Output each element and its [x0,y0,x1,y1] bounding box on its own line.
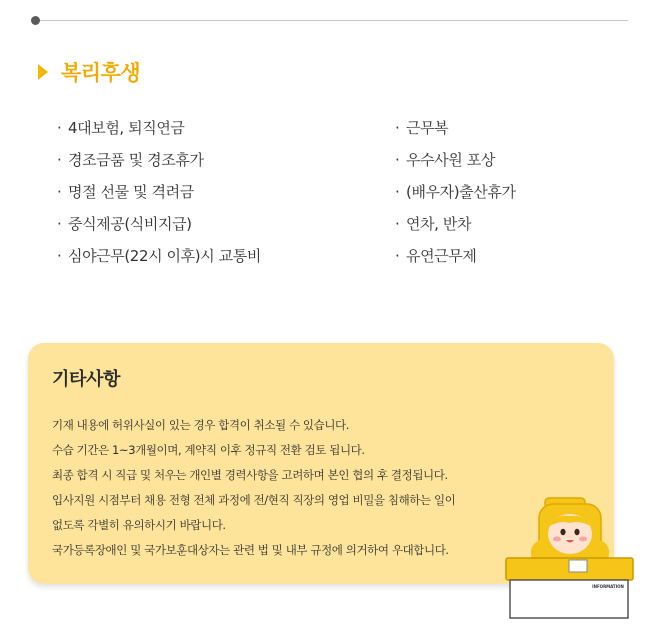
triangle-arrow-icon [38,64,48,80]
notice-line: 없도록 각별히 유의하시기 바랍니다. [52,518,226,532]
notice-line: 입사지원 시점부터 채용 전형 전체 과정에 전/현직 직장의 영업 비밀을 침해하는 일이 [52,493,456,507]
notice-line: 기재 내용에 허위사실이 있는 경우 합격이 취소될 수 있습니다. [52,418,350,432]
notice-line: 최종 합격 시 직급 및 처우는 개인별 경력사항을 고려하며 본인 협의 후 결정됩니다. [52,468,448,482]
notice-line: 국가등록장애인 및 국가보훈대상자는 관련 법 및 내부 규정에 의거하여 우대합니다. [52,543,449,557]
list-item: · 중식제공(식비지급) [57,215,192,233]
list-item: · 연차, 반차 [395,215,472,233]
list-item: · 경조금품 및 경조휴가 [57,151,204,169]
benefits-heading [38,57,140,87]
notice-line: 수습 기간은 1~3개월이며, 계약직 이후 정규직 전환 검토 됩니다. [52,443,365,457]
benefits-left-column [57,117,261,277]
desk-label: INFORMATION [592,584,624,589]
list-item: · 유연근무제 [395,247,477,265]
information-desk-mascot [505,496,635,620]
list-item: · 심야근무(22시 이후)시 교통비 [57,247,261,265]
list-item: · 우수사원 포상 [395,151,495,169]
top-divider [36,20,628,21]
divider-dot [31,16,40,25]
etc-lines [52,413,455,563]
list-item: · 명절 선물 및 격려금 [57,183,194,201]
list-item: · 4대보험, 퇴직연금 [57,119,185,137]
list-item: · (배우자)출산휴가 [395,183,516,201]
benefits-right-column [395,117,516,277]
benefits-title: 복리후생 [61,61,141,85]
list-item: · 근무복 [395,119,449,137]
etc-title: 기타사항 [52,369,120,390]
